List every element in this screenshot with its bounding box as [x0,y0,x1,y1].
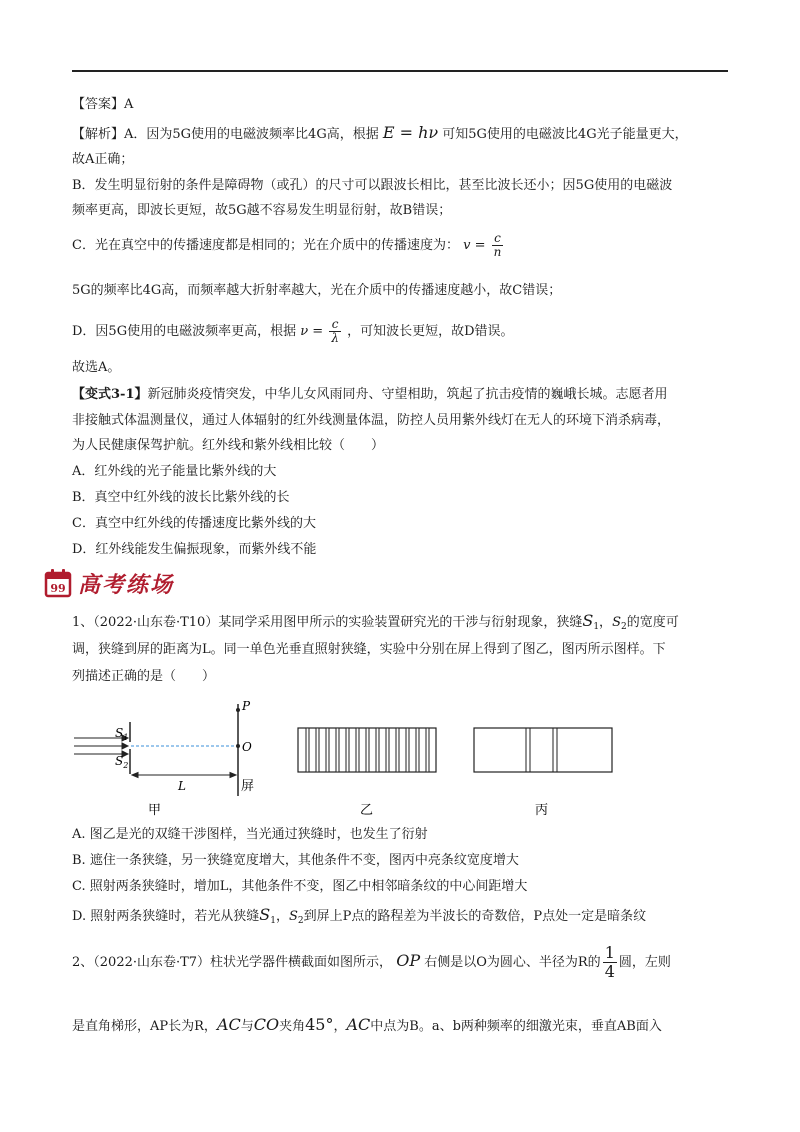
q1-line2: 调，狭缝到屏的距离为L。同一单色光垂直照射狭缝，实验中分别在屏上得到了图乙，图丙所示图样。下 [72,642,666,657]
label-o: O [242,740,252,754]
analysis-b-line2: 频率更高，即波长更短，故5G越不容易发生明显衍射，故B错误； [72,203,452,218]
analysis-conclusion: 故选A。 [72,360,121,375]
answer-value: A [124,97,134,112]
caption-jia: 甲 [148,803,162,818]
analysis-b-line1: B．发生明显衍射的条件是障碍物（或孔）的尺寸可以跟波长相比，甚至比波长还小；因5G使用的电磁波 [72,178,673,193]
label-screen: 屏 [241,779,255,794]
variant-option-a: A．红外线的光子能量比紫外线的大 [72,464,277,479]
q1-figure [60,698,630,818]
fringe-band [376,728,379,772]
header-divider [72,70,728,72]
formula-nu-c-over-lambda: $\frac{c}{\lambda}$ [331,317,339,345]
variant-option-d: D．红外线能发生偏振现象，而紫外线不能 [72,542,317,557]
analysis-d-line: D．因5G使用的电磁波频率更高，根据 ν = $\frac{c}{\lambda}$ ，可知波长更短，故D错误。 [72,317,514,345]
variant-line2: 非接触式体温测量仪，通过人体辐射的红外线测量体温，防控人员用紫外线灯在无人的环境下消杀病毒， [72,413,671,428]
caption-bing: 丙 [535,803,549,818]
fringe-band [386,728,389,772]
label-p: P [242,699,251,713]
analysis-a-line1: 【解析】A．因为5G使用的电磁波频率比4G高，根据 E = hν 可知5G使用的电磁波比4G光子能量更大， [72,123,688,142]
fringe-band [396,728,399,772]
q1-line1: 1、（2022·山东卷·T10）某同学采用图甲所示的实验装置研究光的干涉与衍射现象，狭缝$S_1$，$S_2$的宽度可 [72,611,679,632]
answer-line [72,96,133,114]
pattern-bing-frame [474,728,612,772]
fringe-band [346,728,349,772]
fringe-band [406,728,409,772]
variant-option-c: C．真空中红外线的传播速度比紫外线的大 [72,516,316,531]
point-p [236,708,240,712]
q1-option-c: C. 照射两条狭缝时，增加L，其他条件不变，图乙中相邻暗条纹的中心间距增大 [72,879,528,894]
label-s1: $S_1$ [115,726,129,742]
point-o [236,744,240,748]
q1-line3: 列描述正确的是（ ） [72,669,216,684]
fringe-band [426,728,429,772]
variant-line1: 【变式3-1】新冠肺炎疫情突发，中华儿女风雨同舟、守望相助，筑起了抗击疫情的巍峨长城。志愿者用 [72,387,668,402]
fringe-band [356,728,359,772]
variant-tag: 【变式3-1】 [72,387,148,402]
q1-option-b: B. 遮住一条狭缝，另一狭缝宽度增大，其他条件不变，图丙中亮条纹宽度增大 [72,853,519,868]
fringe-band [316,728,319,772]
formula-e-hv: E = hν [382,123,439,142]
answer-tag: 【答案】 [72,97,125,112]
label-s2: $S_2$ [115,754,129,770]
caption-yi: 乙 [360,803,374,818]
fringe-band [366,728,369,772]
fringe-band [416,728,419,772]
fringe-band [306,728,309,772]
calendar-icon-label: 99 [50,582,66,595]
q2-line1: 2、（2022·山东卷·T7）柱状光学器件横截面如图所示， OP 右侧是以O为圆心、半径为R的 $\frac{1}{4}$ 圆，左则 [72,943,671,981]
q2-line2: 是直角梯形，AP长为R，AC与CO夹角45°，AC中点为B。a、b两种频率的细激光束，垂直AB面入 [72,1015,662,1034]
calendar-icon [44,568,72,598]
analysis-c-line2: 5G的频率比4G高，而频率越大折射率越大，光在介质中的传播速度越小，故C错误； [72,283,562,298]
formula-v-c-over-n: $\frac{c}{n}$ [493,231,502,259]
q1-option-d: D. 照射两条狭缝时，若光从狭缝$S_1$，$S_2$到屏上P点的路程差为半波长的奇数倍，P点处一定是暗条纹 [72,905,647,926]
q1-option-a: A. 图乙是光的双缝干涉图样，当光通过狭缝时，也发生了衍射 [72,827,428,842]
label-l: L [178,779,186,793]
section-title: 高考练场 [78,572,175,598]
section-header [44,565,174,601]
analysis-c-line1: C．光在真空中的传播速度都是相同的；光在介质中的传播速度为： v = $\frac{c}{n}$ [72,231,502,259]
distance-l-marker [132,773,236,778]
variant-option-b: B．真空中红外线的波长比紫外线的长 [72,490,290,505]
fringe-band [336,728,339,772]
analysis-a-line2: 故A正确； [72,152,134,167]
fraction-one-quarter: $\frac{1}{4}$ [604,943,615,981]
variant-line3: 为人民健康保驾护航。红外线和紫外线相比较（ ） [72,438,385,453]
fringe-band [326,728,329,772]
